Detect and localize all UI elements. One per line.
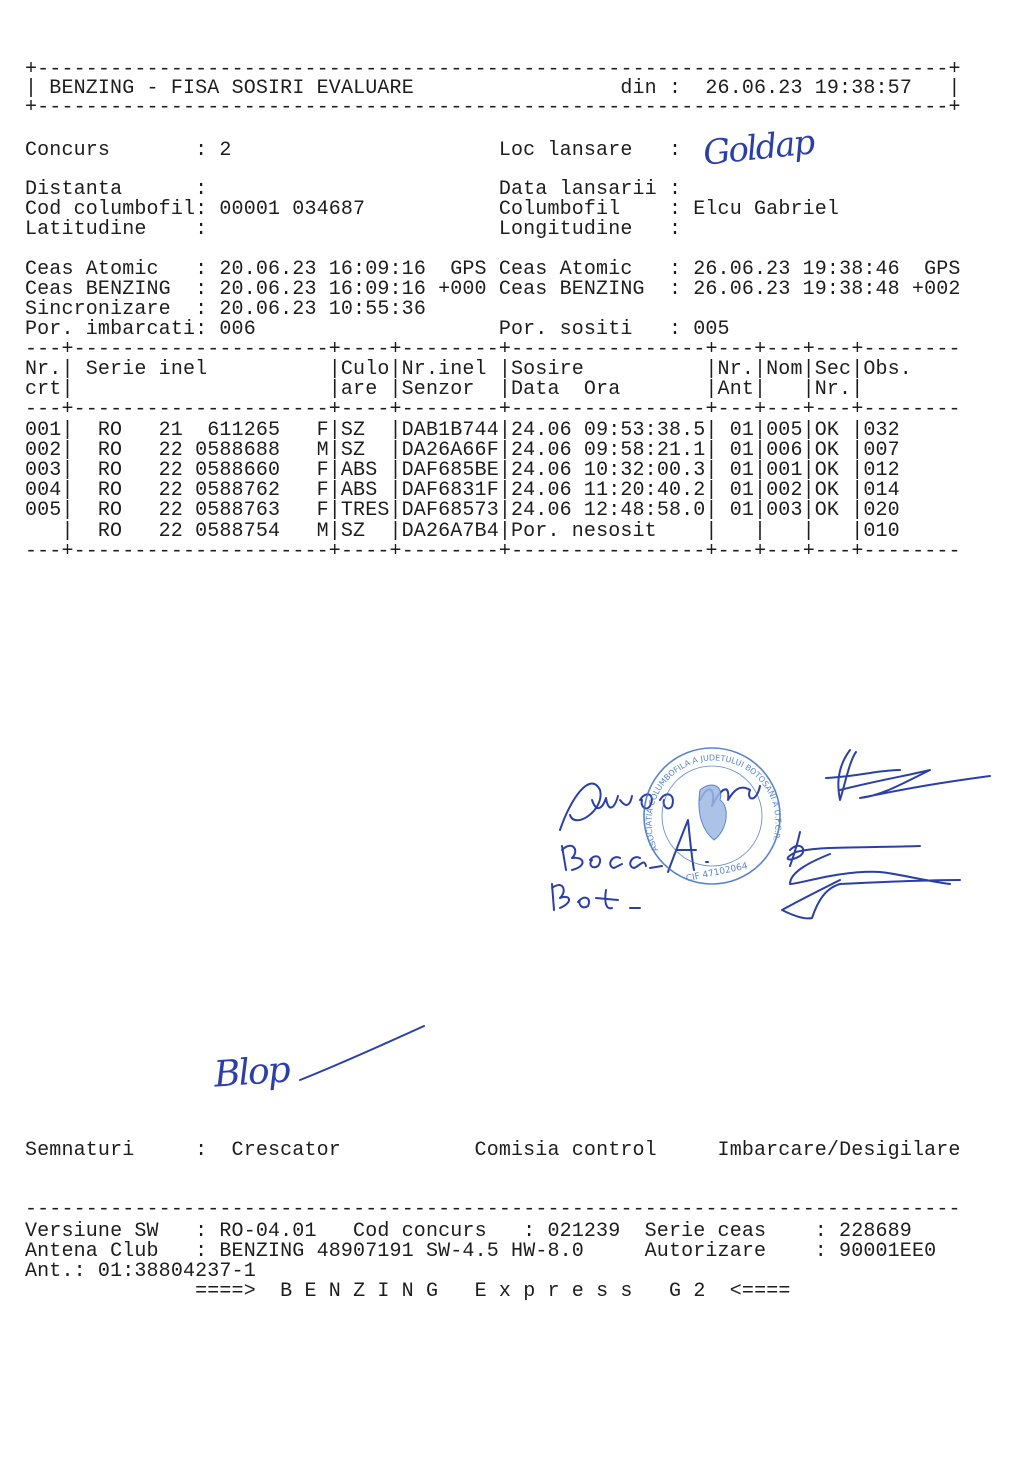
- arrival-time: 24.06 12:48:58.0: [511, 499, 706, 522]
- border-line: +---------------------------------------------------------------------------+: [25, 58, 961, 81]
- antena-club-value: BENZING 48907191 SW-4.5 HW-8.0: [219, 1240, 584, 1263]
- versiune-sw-label: Versiune SW: [25, 1220, 159, 1243]
- header-nr: Nr.: [25, 358, 62, 381]
- por-imbarcati-value: 006: [219, 318, 256, 341]
- antenna-nr: 01: [729, 419, 754, 442]
- column-border: |: [802, 459, 815, 482]
- column-border: |: [754, 419, 767, 442]
- colon: :: [195, 1139, 208, 1162]
- column-border: |: [328, 520, 341, 543]
- sec-status: OK: [814, 419, 840, 442]
- column-border: |: [498, 499, 511, 522]
- column-border: |: [389, 459, 402, 482]
- colon: :: [195, 198, 208, 221]
- column-border: |: [61, 459, 74, 482]
- separator-line: -----------------------------------------------------------------------------: [25, 1198, 961, 1221]
- header-serie-inel: Serie inel: [85, 358, 208, 381]
- sensor-id: DA26A66F: [401, 439, 499, 462]
- pigeon-color: ABS: [340, 459, 378, 482]
- obs-value: 032: [863, 419, 900, 442]
- ceas-atomic-start-suffix: GPS: [450, 258, 487, 281]
- nom-value: 006: [766, 439, 803, 462]
- column-border: |: [61, 439, 74, 462]
- row-nr: 001: [25, 419, 62, 442]
- column-border: |: [851, 459, 864, 482]
- column-border: |: [705, 479, 718, 502]
- column-border: |: [498, 520, 511, 543]
- sec-status: OK: [814, 439, 840, 462]
- colon: :: [195, 178, 208, 201]
- sincronizare-label: Sincronizare: [25, 298, 171, 321]
- arrival-time: 24.06 11:20:40.2: [511, 479, 706, 502]
- column-border: |: [328, 358, 341, 381]
- arrival-time: 24.06 10:32:00.3: [511, 459, 706, 482]
- column-border: |: [851, 520, 864, 543]
- ring-year: 22: [158, 520, 183, 543]
- column-border: |: [61, 378, 74, 401]
- ceas-benzing-end-label: Ceas BENZING: [498, 278, 645, 301]
- ceas-benzing-end-value: 26.06.23 19:38:48: [693, 278, 900, 301]
- colon: :: [668, 218, 682, 241]
- column-border: |: [851, 419, 864, 442]
- nom-value: 002: [766, 479, 803, 502]
- antenna-id: Ant.: 01:38804237-1: [25, 1260, 256, 1283]
- ceas-atomic-end-value: 26.06.23 19:38:46: [693, 258, 900, 281]
- header-obs: Obs.: [863, 358, 912, 381]
- header-sec-nr: Nr.: [814, 378, 852, 401]
- loc-lansare-label: Loc lansare: [498, 139, 633, 162]
- column-border: |: [705, 439, 718, 462]
- separator-line: ---+---------------------+----+--------+----------------+---+---+---+--------: [25, 540, 961, 563]
- column-border: |: [389, 520, 402, 543]
- header-nr-inel: Nr.inel: [401, 358, 487, 381]
- column-border: |: [61, 479, 74, 502]
- antena-club-label: Antena Club: [25, 1240, 159, 1263]
- row-nr: 003: [25, 459, 62, 482]
- row-nr: 005: [25, 499, 62, 522]
- border-line: +---------------------------------------------------------------------------+: [25, 96, 961, 119]
- header-nr-ant: Nr.: [717, 358, 755, 381]
- pigeon-sex: M: [316, 520, 329, 543]
- columbofil-value: Elcu Gabriel: [693, 198, 840, 221]
- data-lansarii-label: Data lansarii: [498, 178, 657, 201]
- ring-number: 0588660: [195, 459, 281, 482]
- colon: :: [668, 198, 682, 221]
- column-border: |: [802, 479, 815, 502]
- column-border: |: [754, 499, 767, 522]
- autorizare-label: Autorizare: [644, 1240, 767, 1263]
- sincronizare-value: 20.06.23 10:55:36: [219, 298, 426, 321]
- colon: :: [668, 318, 682, 341]
- colon: :: [195, 139, 208, 162]
- colon: :: [668, 178, 682, 201]
- ring-number: 0588754: [195, 520, 281, 543]
- column-border: |: [498, 459, 511, 482]
- column-border: |: [705, 378, 718, 401]
- pigeon-color: SZ: [340, 419, 366, 442]
- column-border: |: [389, 479, 402, 502]
- header-senzor: Senzor: [401, 378, 475, 401]
- colon: :: [814, 1220, 827, 1243]
- column-border: |: [851, 499, 864, 522]
- column-border: |: [328, 378, 341, 401]
- column-border: |: [851, 479, 864, 502]
- footer-row-4: [25, 1280, 791, 1303]
- separator-line: ---+---------------------+----+--------+----------------+---+---+---+--------: [25, 398, 961, 421]
- nom-value: 001: [766, 459, 803, 482]
- header-data-ora: Data Ora: [511, 378, 621, 401]
- arrival-time: 24.06 09:53:38.5: [511, 419, 706, 442]
- column-border: |: [802, 499, 815, 522]
- din-value: 26.06.23 19:38:57: [705, 77, 912, 100]
- column-border: |: [498, 358, 511, 381]
- longitudine-label: Longitudine: [498, 218, 633, 241]
- separator-line: ---+---------------------+----+--------+----------------+---+---+---+--------: [25, 338, 961, 361]
- column-border: |: [851, 439, 864, 462]
- footer-row-3: [25, 1260, 256, 1283]
- colon: :: [668, 139, 682, 162]
- sec-status: OK: [814, 459, 840, 482]
- antenna-nr: 01: [729, 439, 754, 462]
- nom-value: 003: [766, 499, 803, 522]
- column-border: |: [61, 520, 74, 543]
- ring-number: 611265: [207, 419, 281, 442]
- colon: :: [195, 278, 208, 301]
- ceas-atomic-start-value: 20.06.23 16:09:16: [219, 258, 426, 281]
- antenna-nr: 01: [729, 479, 754, 502]
- header-sec: Sec: [814, 358, 852, 381]
- column-border: |: [498, 378, 511, 401]
- row-nr: 002: [25, 439, 62, 462]
- ring-year: 22: [158, 439, 183, 462]
- column-border: |: [61, 419, 74, 442]
- pigeon-sex: F: [316, 479, 329, 502]
- colon: :: [668, 258, 682, 281]
- column-border: |: [802, 520, 815, 543]
- column-border: |: [851, 378, 864, 401]
- sensor-id: DAF685BE: [401, 459, 499, 482]
- pigeon-sex: M: [316, 439, 329, 462]
- column-border: |: [389, 439, 402, 462]
- ring-country: RO: [97, 419, 123, 442]
- column-border: |: [498, 439, 511, 462]
- antenna-nr: 01: [729, 499, 754, 522]
- ring-year: 22: [158, 499, 183, 522]
- header-ant: Ant: [717, 378, 755, 401]
- header-culoare: Culo: [340, 358, 390, 381]
- ring-year: 22: [158, 479, 183, 502]
- loc-lansare-handwritten-value: Goldap: [701, 122, 816, 174]
- cod-concurs-value: 021239: [547, 1220, 621, 1243]
- column-border: |: [389, 499, 402, 522]
- column-border: |: [389, 358, 402, 381]
- benzing-express-banner: ====> B E N Z I N G E x p r e s s G 2 <====: [195, 1280, 791, 1303]
- obs-value: 010: [863, 520, 900, 543]
- obs-value: 014: [863, 479, 900, 502]
- comisia-control-label: Comisia control: [474, 1139, 657, 1162]
- column-border: |: [328, 459, 341, 482]
- column-border: |: [498, 419, 511, 442]
- signature-blop: Blop: [212, 1049, 291, 1096]
- latitudine-label: Latitudine: [25, 218, 147, 241]
- document-title: BENZING - FISA SOSIRI EVALUARE: [49, 77, 414, 100]
- colon: :: [814, 1240, 827, 1263]
- arrival-time: 24.06 09:58:21.1: [511, 439, 706, 462]
- obs-value: 012: [863, 459, 900, 482]
- ring-number: 0588762: [195, 479, 281, 502]
- column-border: |: [389, 419, 402, 442]
- column-border: |: [705, 459, 718, 482]
- column-border: |: [802, 378, 815, 401]
- sensor-id: DAF68573: [401, 499, 499, 522]
- column-border: |: [328, 419, 341, 442]
- sec-status: OK: [814, 499, 840, 522]
- serie-ceas-label: Serie ceas: [644, 1220, 767, 1243]
- pigeon-sex: F: [316, 499, 329, 522]
- column-border: |: [754, 459, 767, 482]
- concurs-label: Concurs: [25, 139, 111, 162]
- colon: :: [668, 278, 682, 301]
- ring-country: RO: [97, 520, 123, 543]
- versiune-sw-value: RO-04.01: [219, 1220, 317, 1243]
- serie-ceas-value: 228689: [839, 1220, 912, 1243]
- por-imbarcati-label: Por. imbarcati: [25, 318, 196, 341]
- benzing-arrival-sheet: [25, 0, 1005, 1408]
- pigeon-color: SZ: [340, 520, 366, 543]
- arrival-time: Por. nesosit: [511, 520, 657, 543]
- ring-number: 0588763: [195, 499, 281, 522]
- column-border: |: [851, 358, 864, 381]
- por-sositi-value: 005: [693, 318, 730, 341]
- column-border: |: [802, 358, 815, 381]
- ceas-benzing-end-suffix: +002: [911, 278, 961, 301]
- column-border: |: [754, 378, 767, 401]
- colon: :: [195, 1220, 208, 1243]
- antenna-nr: 01: [729, 459, 754, 482]
- svg-text:ASOCIATIA COLUMBOFILA A JUDETU: ASOCIATIA COLUMBOFILA A JUDETULUI BOTOSANI A U.F.C.R.: [644, 753, 783, 853]
- colon: :: [523, 1220, 536, 1243]
- por-sositi-label: Por. sositi: [498, 318, 633, 341]
- ring-country: RO: [97, 439, 123, 462]
- border-pipe: |: [25, 77, 38, 100]
- header-crt: crt: [25, 378, 62, 401]
- column-border: |: [705, 358, 718, 381]
- ceas-atomic-end-suffix: GPS: [924, 258, 961, 281]
- cod-columbofil-label: Cod columbofil: [25, 198, 196, 221]
- obs-value: 020: [863, 499, 900, 522]
- sensor-id: DAF6831F: [401, 479, 499, 502]
- column-border: |: [389, 378, 402, 401]
- column-border: |: [754, 520, 767, 543]
- colon: :: [195, 298, 208, 321]
- border-pipe: |: [948, 77, 961, 100]
- ceas-benzing-start-value: 20.06.23 16:09:16: [219, 278, 426, 301]
- pigeon-color: ABS: [340, 479, 378, 502]
- cod-concurs-label: Cod concurs: [353, 1220, 487, 1243]
- pigeon-sex: F: [316, 459, 329, 482]
- colon: :: [195, 1240, 208, 1263]
- svg-text:CIF 47102064: CIF 47102064: [685, 861, 749, 885]
- pigeon-color: TRES: [340, 499, 390, 522]
- ring-number: 0588688: [195, 439, 281, 462]
- info-row-lat: [25, 218, 682, 241]
- ceas-benzing-start-suffix: +000: [438, 278, 487, 301]
- pigeon-sex: F: [316, 419, 329, 442]
- ring-country: RO: [97, 499, 123, 522]
- column-border: |: [61, 358, 74, 381]
- header-nom: Nom: [766, 358, 803, 381]
- concurs-value: 2: [219, 139, 232, 162]
- column-border: |: [498, 479, 511, 502]
- column-border: |: [802, 439, 815, 462]
- ring-year: 22: [158, 459, 183, 482]
- ring-country: RO: [97, 479, 123, 502]
- autorizare-value: 90001EE0: [839, 1240, 937, 1263]
- column-border: |: [705, 520, 718, 543]
- signatures-row: [25, 1139, 961, 1162]
- imbarcare-desigilare-label: Imbarcare/Desigilare: [717, 1139, 961, 1162]
- ring-year: 21: [158, 419, 183, 442]
- sensor-id: DA26A7B4: [401, 520, 499, 543]
- ceas-atomic-label: Ceas Atomic: [25, 258, 159, 281]
- colon: :: [195, 218, 208, 241]
- header-sosire: Sosire: [511, 358, 584, 381]
- distanta-label: Distanta: [25, 178, 123, 201]
- column-border: |: [705, 499, 718, 522]
- header-are: are: [340, 378, 378, 401]
- din-label: din :: [620, 77, 682, 100]
- column-border: |: [754, 358, 767, 381]
- crescator-label: Crescator: [231, 1139, 341, 1162]
- column-border: |: [328, 439, 341, 462]
- row-nr: 004: [25, 479, 62, 502]
- column-border: |: [328, 479, 341, 502]
- column-border: |: [802, 419, 815, 442]
- columbofil-label: Columbofil: [498, 198, 621, 221]
- sensor-id: DAB1B744: [401, 419, 499, 442]
- column-border: |: [754, 479, 767, 502]
- column-border: |: [328, 499, 341, 522]
- column-border: |: [61, 499, 74, 522]
- obs-value: 007: [863, 439, 900, 462]
- semnaturi-label: Semnaturi: [25, 1139, 135, 1162]
- cod-columbofil-value: 00001 034687: [219, 198, 366, 221]
- ring-country: RO: [97, 459, 123, 482]
- column-border: |: [754, 439, 767, 462]
- colon: :: [195, 318, 208, 341]
- pigeon-color: SZ: [340, 439, 366, 462]
- nom-value: 005: [766, 419, 803, 442]
- ceas-atomic-end-label: Ceas Atomic: [498, 258, 633, 281]
- info-row-concurs: [25, 139, 682, 162]
- column-border: |: [705, 419, 718, 442]
- colon: :: [195, 258, 208, 281]
- sec-status: OK: [814, 479, 840, 502]
- ceas-benzing-label: Ceas BENZING: [25, 278, 171, 301]
